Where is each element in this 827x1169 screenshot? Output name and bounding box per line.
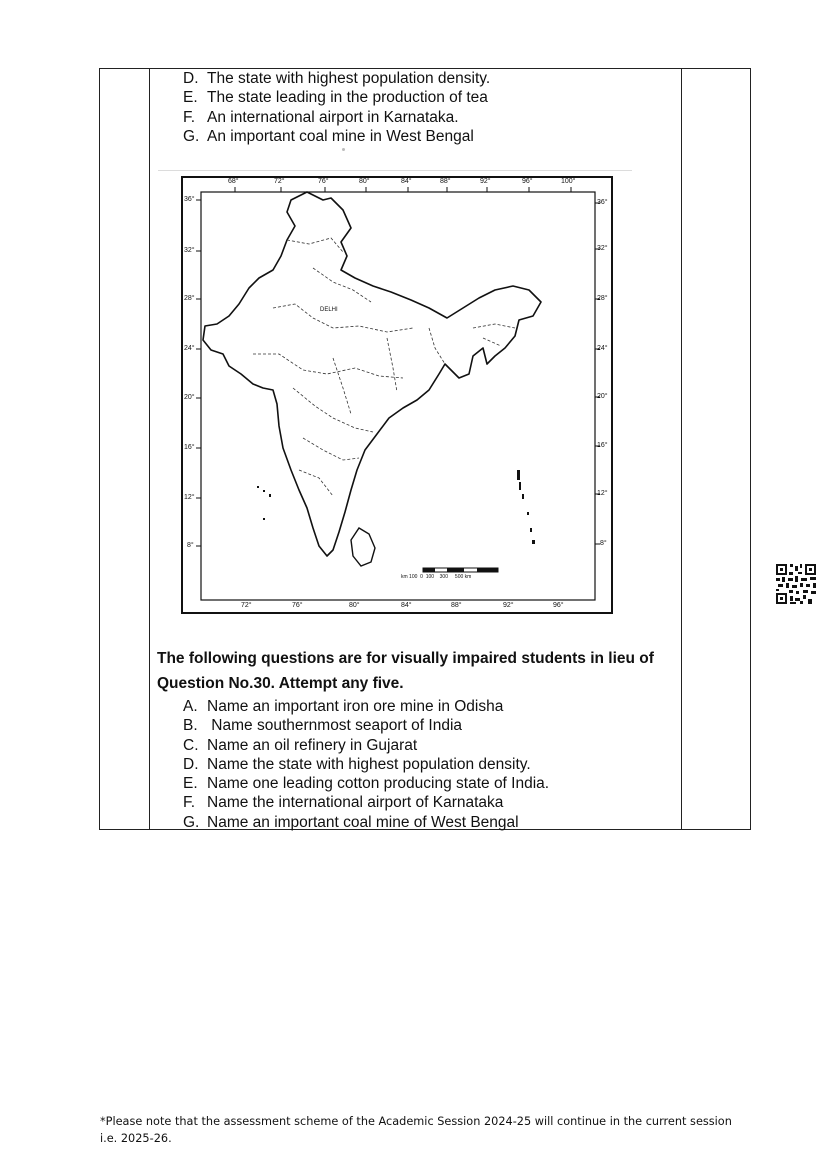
lon-label: 92° <box>480 178 491 185</box>
faint-rule <box>158 170 632 171</box>
lat-label: 24° <box>184 345 195 352</box>
lon-label: 76° <box>292 602 303 609</box>
lakshadweep-islands <box>257 486 271 520</box>
list-item: F. Name the international airport of Karnataka <box>183 794 504 812</box>
map-inner-frame <box>201 192 595 600</box>
qr-code-icon <box>776 564 816 604</box>
lat-label: 12° <box>597 490 608 497</box>
lon-label: 80° <box>359 178 370 185</box>
lat-label: 28° <box>184 295 195 302</box>
scale-text: km 100 0 100 300 500 km <box>401 574 472 580</box>
lat-label: 8° <box>600 540 607 547</box>
lat-label: 12° <box>184 494 195 501</box>
list-item: F. An international airport in Karnataka. <box>183 108 459 126</box>
lat-label: 8° <box>187 542 194 549</box>
lon-label: 88° <box>440 178 451 185</box>
lon-label: 80° <box>349 602 360 609</box>
list-item: B. Name southernmost seaport of India <box>183 717 463 735</box>
visually-impaired-note: The following questions are for visually impaired students in lieu of Question No.30. Attempt any five. <box>157 650 654 692</box>
lon-label: 84° <box>401 178 412 185</box>
list-item: E. Name one leading cotton producing state of India. <box>183 775 550 793</box>
sri-lanka-outline <box>351 528 375 566</box>
list-item: A. Name an important iron ore mine in Odisha <box>183 698 504 715</box>
lon-label: 76° <box>318 178 329 185</box>
list-item: D. Name the state with highest population density. <box>183 755 531 773</box>
table-column-divider-right <box>681 69 682 829</box>
lat-label: 32° <box>184 247 195 254</box>
lat-label: 16° <box>597 442 608 449</box>
lon-label: 88° <box>451 602 462 609</box>
lat-label: 36° <box>597 199 608 206</box>
speck <box>342 148 345 151</box>
lon-label: 100° <box>561 178 576 185</box>
lat-label: 36° <box>184 196 195 203</box>
footer-note: *Please note that the assessment scheme of the Academic Session 2024-25 will continue in the current session i.e. 2025-26. <box>100 1115 732 1145</box>
lat-label: 32° <box>597 245 608 252</box>
lon-label: 72° <box>274 178 285 185</box>
lat-label: 20° <box>597 393 608 400</box>
lat-label: 20° <box>184 394 195 401</box>
list-item: D. The state with highest population density. <box>183 70 491 87</box>
lat-label: 16° <box>184 444 195 451</box>
lon-label: 72° <box>241 602 252 609</box>
list-item: G. Name an important coal mine of West Bengal <box>183 813 519 831</box>
lon-label: 92° <box>503 602 514 609</box>
lat-label: 28° <box>597 295 608 302</box>
lon-label: 96° <box>553 602 564 609</box>
delhi-label: DELHI <box>320 307 338 313</box>
andaman-islands <box>517 470 535 544</box>
map-ticks <box>196 187 600 546</box>
lon-label: 96° <box>522 178 533 185</box>
india-map-svg <box>183 178 611 612</box>
map-question-list <box>183 69 490 146</box>
lon-label: 68° <box>228 178 239 185</box>
question-table <box>99 68 751 830</box>
list-item: G. An important coal mine in West Bengal <box>183 127 474 145</box>
visually-impaired-question-list <box>183 697 549 832</box>
scale-bar <box>423 568 498 572</box>
lon-label: 84° <box>401 602 412 609</box>
india-outline-map <box>181 176 613 614</box>
state-boundaries <box>253 238 515 496</box>
table-column-divider-left <box>149 69 150 829</box>
list-item: C. Name an oil refinery in Gujarat <box>183 736 418 754</box>
list-item: E. The state leading in the production of tea <box>183 89 488 107</box>
lat-label: 24° <box>597 345 608 352</box>
